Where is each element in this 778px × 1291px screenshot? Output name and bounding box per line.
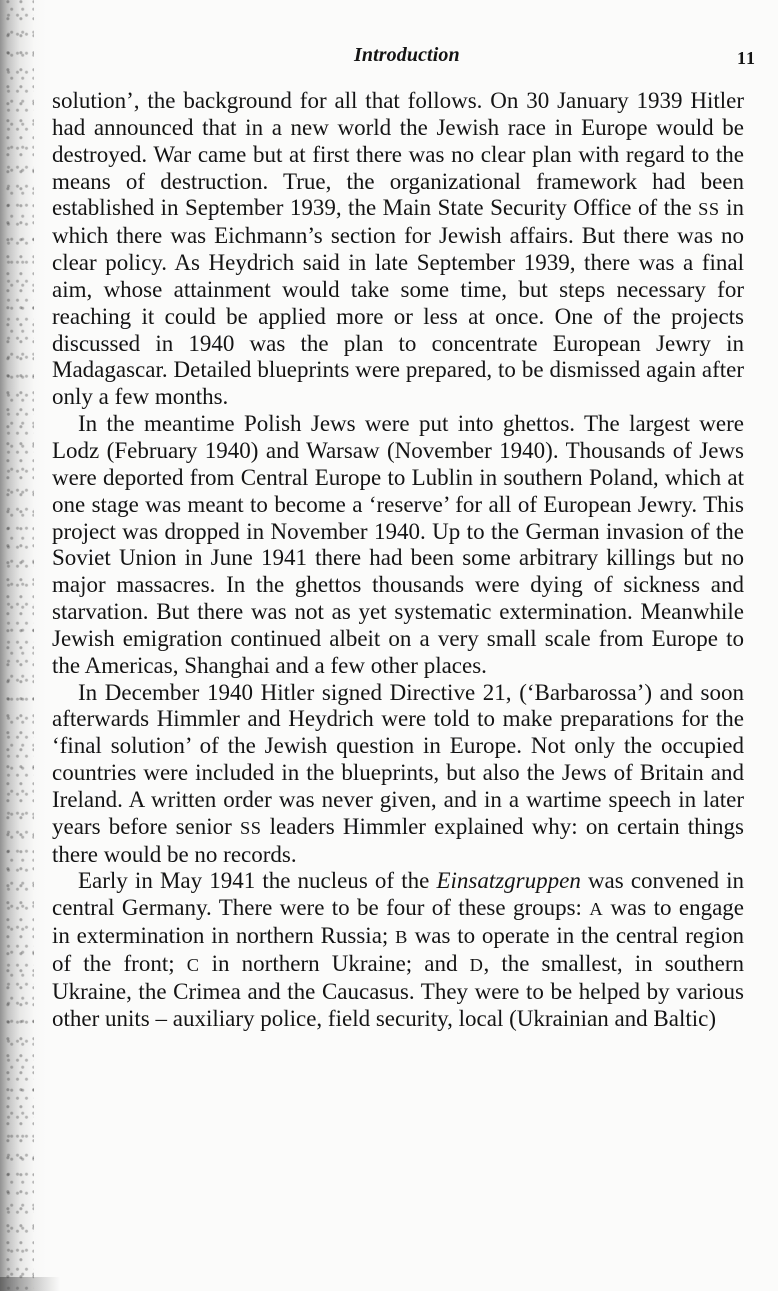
text-run: was to operate in the central region of the front; — [52, 923, 744, 976]
small-caps-text: SS — [239, 817, 262, 838]
text-run: was convened in central Germany. There were to be four of these groups: — [52, 868, 744, 921]
paragraph — [52, 680, 744, 869]
page-number: 11 — [737, 48, 757, 68]
small-caps-text: A — [589, 899, 604, 920]
small-caps-text: SS — [698, 199, 720, 220]
small-caps-text: B — [395, 927, 408, 948]
running-head: Introduction — [354, 44, 460, 66]
body-text — [52, 88, 744, 1033]
text-run: In December 1940 Hitler signed Directive 21, (‘Barbarossa’) and soon afterwards Himmler and Heydrich were told to make preparations for the ‘final solution’ of the Jewish question in Europe. Not only the occupied countries were included in the blueprints, but also the Jews of Britain and Ireland. A written order was never given, and in a wartime speech in later years before senior — [52, 679, 744, 839]
text-run: was to engage in extermination in northern Russia; — [52, 895, 744, 949]
paragraph — [52, 411, 744, 679]
text-run: in northern Ukraine; and — [199, 951, 470, 976]
text-run: solution’, the background for all that follows. On 30 January 1939 Hitler had announced that in a new world the Jewish race in Europe would be destroyed. War came but at first there was no clear plan with regard to the means of destruction. True, the organizational framework had been established in September 1939, the Main State Security Office of the — [52, 88, 744, 221]
italic-text: Einsatzgruppen — [436, 868, 581, 894]
scan-bottom-smudge — [0, 1277, 60, 1291]
text-run: Early in May 1941 the nucleus of the — [78, 868, 437, 894]
text-run: , the smallest, in southern Ukraine, the Crimea and the Caucasus. They were to be helped by various other units – auxiliary police, field security, local (Ukrainian and Baltic) — [52, 951, 745, 1031]
text-run: In the meantime Polish Jews were put into ghettos. The largest were Lodz (February 1940) and Warsaw (November 1940). Thousands of Jews were deported from Central Europe to Lublin in southern Poland, which at one stage was meant to become a ‘reserve’ for all of European Jewry. This project was dropped in November 1940. Up to the German invasion of the Soviet Union in June 1941 there had been some arbitrary killings but no major massacres. In the ghettos thousands were dying of sickness and starvation. But there was not as yet systematic extermination. Meanwhile Jewish emigration continued albeit on a very small scale from Europe to the Americas, Shanghai and a few other places. — [52, 411, 744, 678]
small-caps-text: D — [469, 955, 484, 975]
paragraph — [52, 868, 744, 1032]
small-caps-text: C — [186, 955, 200, 975]
paragraph — [52, 88, 744, 411]
scan-gutter-speckle — [4, 0, 34, 1291]
text-run: in which there was Eichmann’s section for Jewish affairs. But there was no clear policy. As Heydrich said in late September 1939, there was a final aim, whose attainment would take some time, but steps necessary for reaching it could be applied more or less at once. One of the projects discussed in 1940 was the plan to concentrate European Jewry in Madagascar. Detailed blueprints were prepared, to be dismissed again after only a few months. — [52, 195, 744, 410]
text-run: leaders Himmler explained why: on certain things there would be no records. — [52, 813, 744, 867]
